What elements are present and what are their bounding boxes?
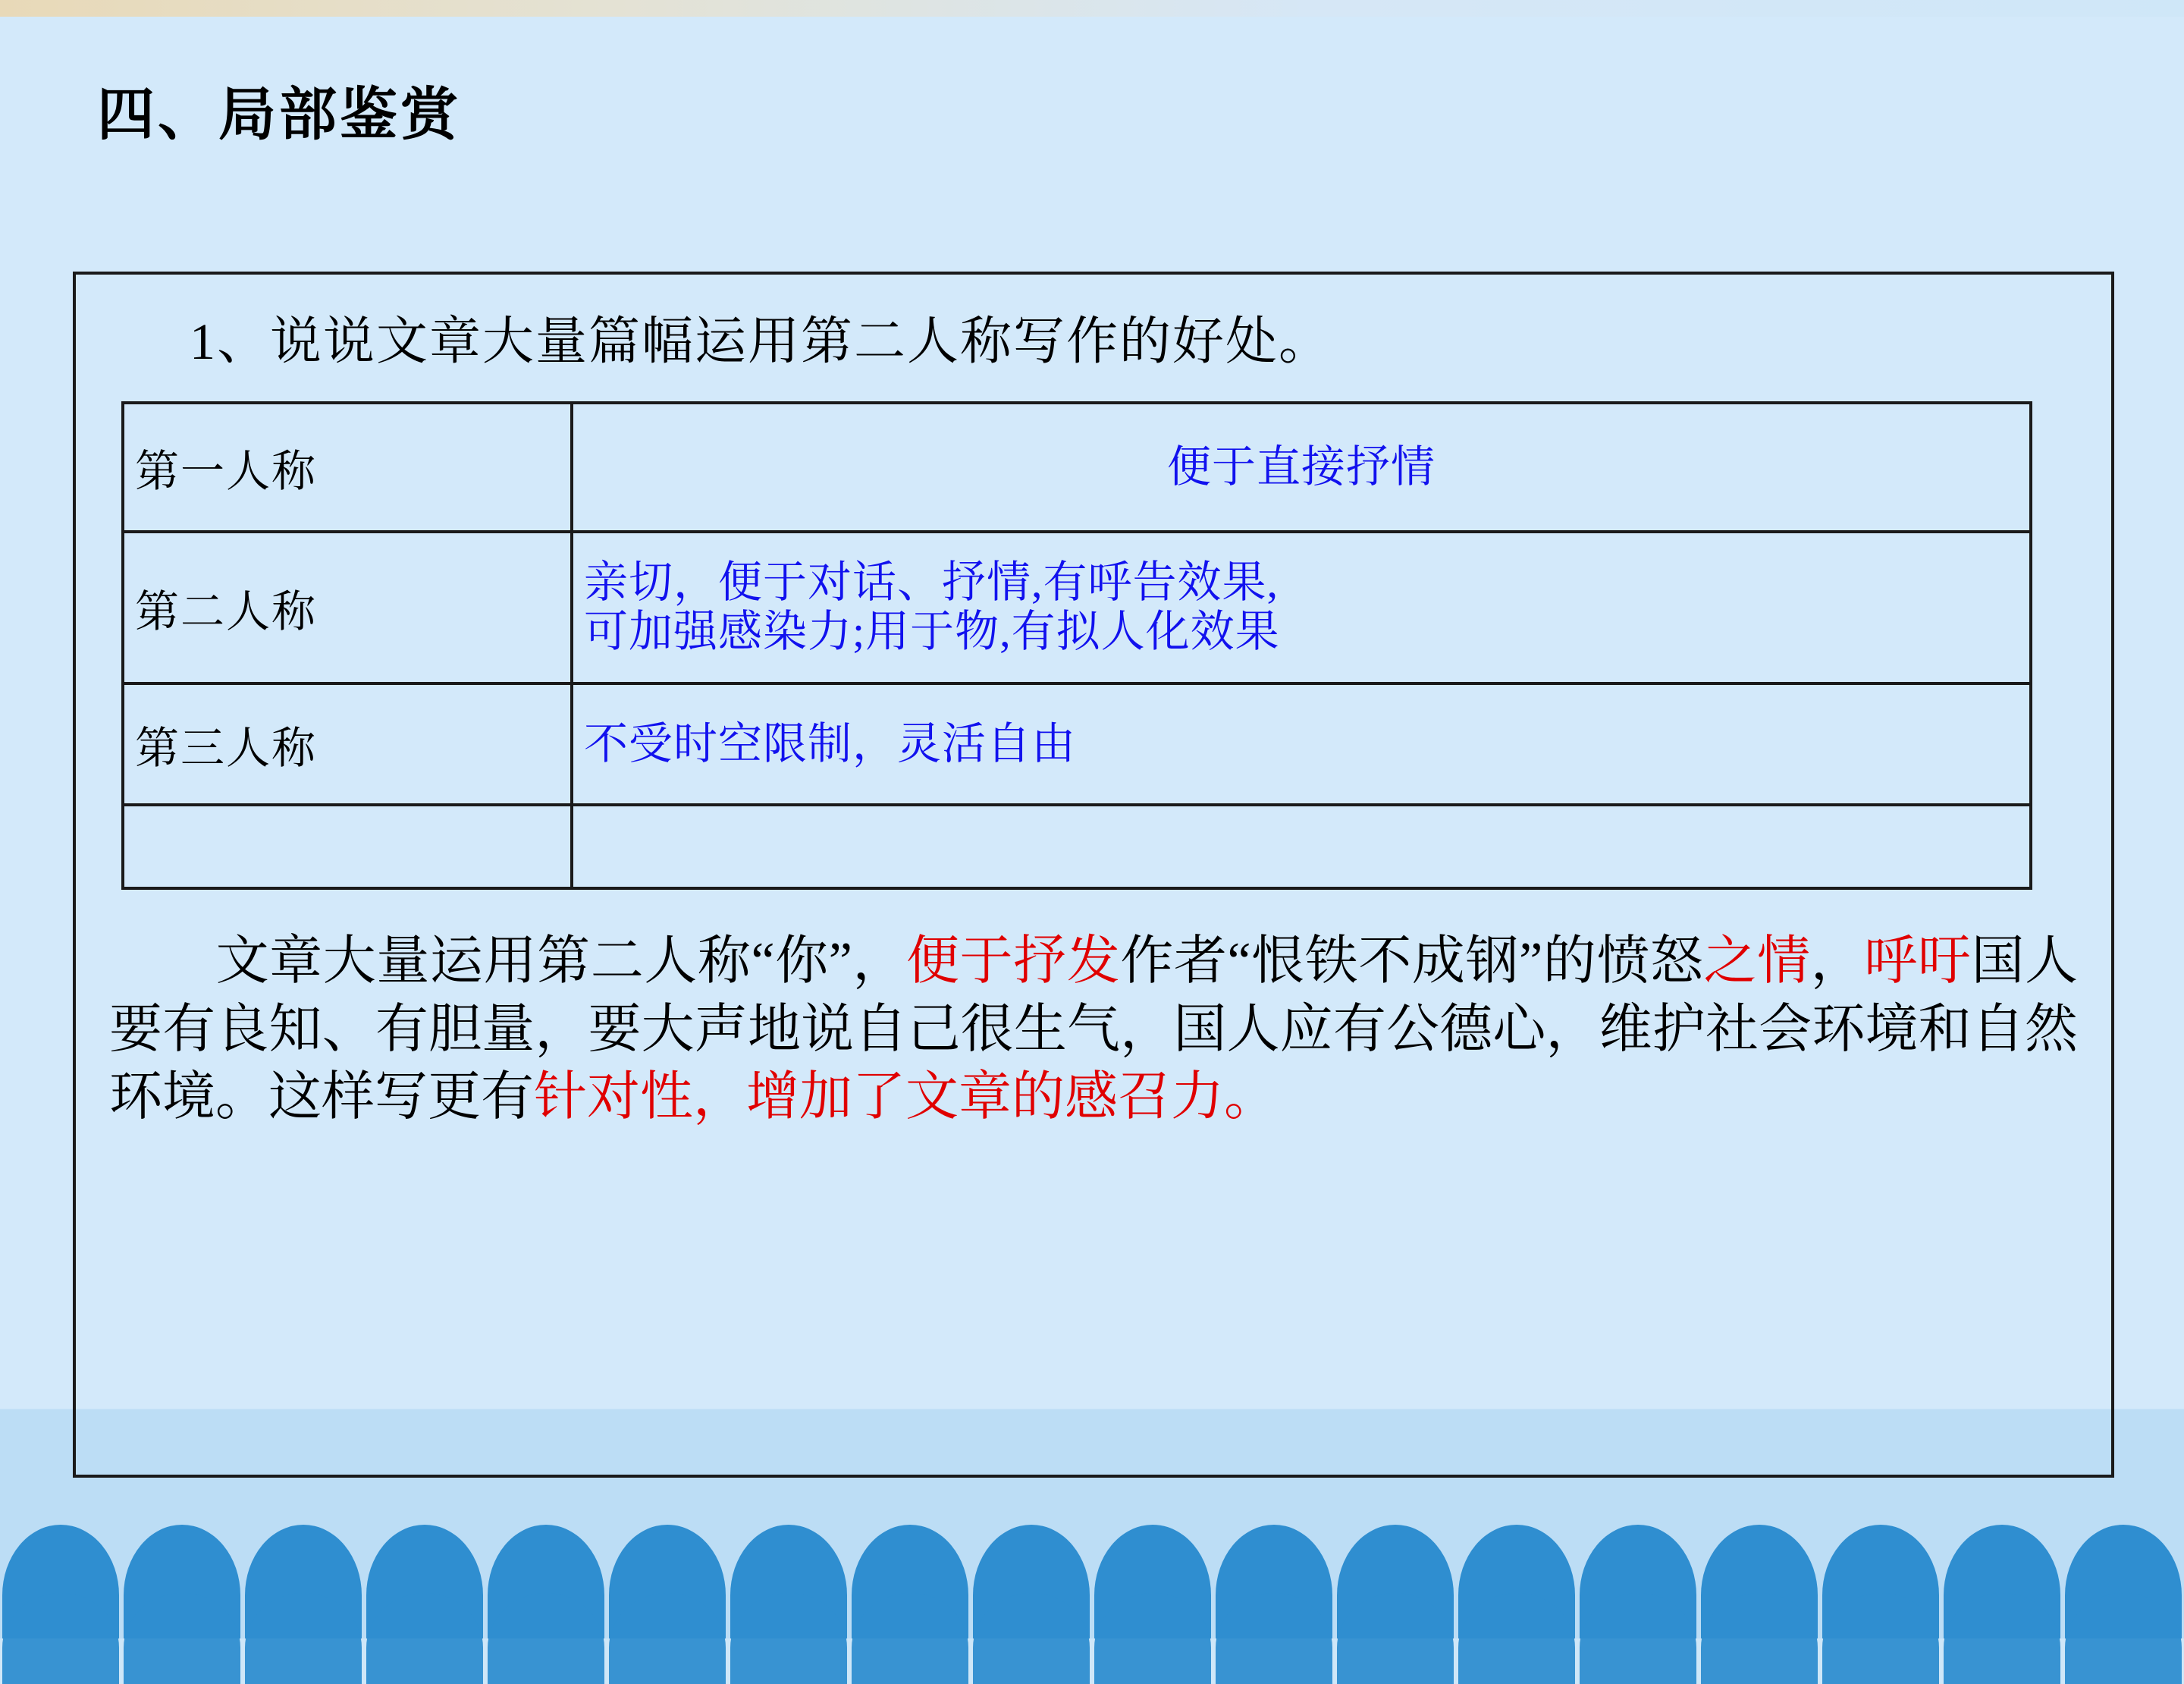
scallop-shape — [2065, 1593, 2182, 1684]
paragraph-segment-highlight: 便于抒发 — [905, 932, 1121, 991]
table-cell-value — [572, 805, 2031, 888]
scallop-shape — [1216, 1593, 1332, 1684]
top-decorative-strip — [0, 0, 2184, 17]
paragraph-segment: 。 — [1224, 1068, 1277, 1127]
content-box — [73, 272, 2114, 1478]
table-cell-label: 第二人称 — [123, 532, 572, 683]
slide-heading: 四、局部鉴赏 — [97, 83, 461, 147]
question-text: 1、说说文章大量篇幅运用第二人称写作的好处。 — [190, 313, 1332, 370]
scallop-shape — [1822, 1593, 1939, 1684]
scallop-shape — [366, 1593, 483, 1684]
value-line: 不受时空限制，灵活自由 — [584, 718, 1077, 768]
table-cell-value — [572, 683, 2031, 805]
narrative-person-table — [121, 401, 2032, 890]
scallop-shape — [245, 1593, 362, 1684]
paragraph-segment: ， — [1810, 932, 1865, 991]
paragraph-segment-highlight: 之情 — [1703, 932, 1811, 991]
paragraph-segment: 国人要有良知、有胆量，要大声地说自己很生气，国人应有公德心，维护社会环境和自然环境。这样写更有 — [109, 932, 2079, 1127]
paragraph-segment-highlight: 针对性，增加了文章的感召力 — [534, 1068, 1224, 1127]
scallop-shape — [852, 1593, 968, 1684]
scallop-shape — [730, 1593, 847, 1684]
scallop-shape — [2, 1593, 119, 1684]
value-line: 可加强感染力;用于物,有拟人化效果 — [584, 607, 1280, 656]
scallop-shape — [124, 1593, 240, 1684]
scallop-decoration-row-secondary — [0, 1593, 2184, 1684]
scallop-shape — [1580, 1593, 1696, 1684]
scallop-shape — [973, 1593, 1090, 1684]
paragraph-segment-highlight: 呼吁 — [1864, 932, 1972, 991]
table-row — [123, 805, 2031, 888]
table-row — [123, 683, 2031, 805]
table-row — [123, 403, 2031, 532]
table-cell-value — [572, 532, 2031, 683]
table-cell-label: 第三人称 — [123, 683, 572, 805]
table-cell-value — [572, 403, 2031, 532]
scallop-shape — [1337, 1593, 1454, 1684]
paragraph-segment: 文章大量运用第二人称“你”， — [215, 932, 906, 991]
scallop-shape — [1458, 1593, 1575, 1684]
table-row — [123, 532, 2031, 683]
value-line: 亲切，便于对话、抒情,有呼告效果, — [584, 558, 1279, 608]
scallop-shape — [1701, 1593, 1818, 1684]
table-cell-label — [123, 805, 572, 888]
analysis-paragraph — [109, 928, 2078, 1132]
scallop-shape — [488, 1593, 604, 1684]
scallop-shape — [609, 1593, 726, 1684]
value-line: 便于直接抒情 — [1166, 441, 1436, 492]
scallop-shape — [1944, 1593, 2060, 1684]
table-cell-label: 第一人称 — [123, 403, 572, 532]
scallop-shape — [1094, 1593, 1211, 1684]
paragraph-segment: 作者“恨铁不成钢”的愤怒 — [1120, 932, 1704, 991]
